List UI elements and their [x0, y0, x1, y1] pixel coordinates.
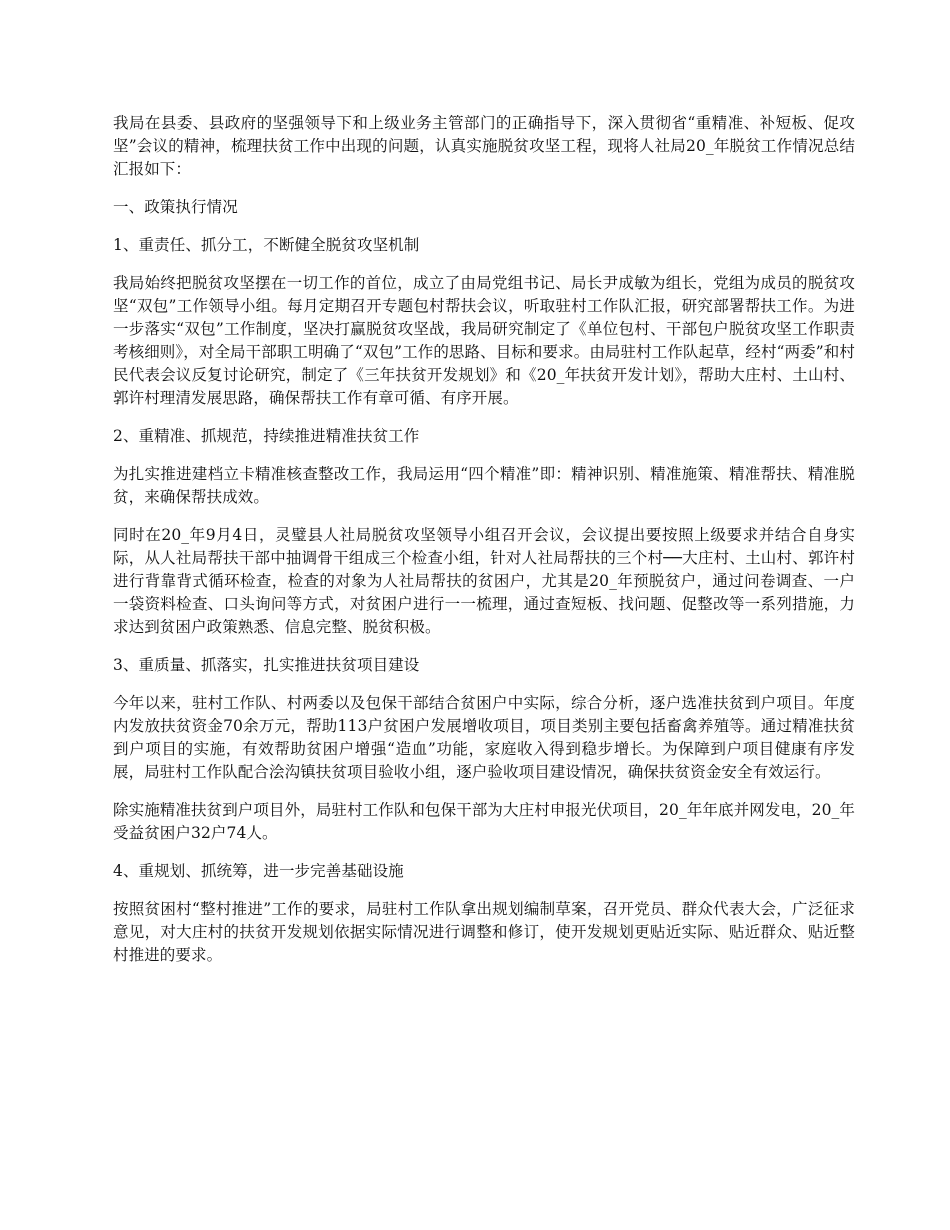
paragraph-3a: 今年以来，驻村工作队、村两委以及包保干部结合贫困户中实际，综合分析，逐户选准扶贫到户项目。年度内发放扶贫资金70余万元，帮助113户贫困户发展增收项目，项目类别主要包括畜禽养殖等。通过精准扶贫到户项目的实施，有效帮助贫困户增强“造血”功能，家庭收入得到稳步增长。为保障到户项目健康有序发展，局驻村工作队配合浍沟镇扶贫项目验收小组，逐户验收项目建设情况，确保扶贫资金安全有效运行。 [113, 694, 855, 781]
intro-paragraph: 我局在县委、县政府的坚强领导下和上级业务主管部门的正确指导下，深入贯彻省“重精准、补短板、促攻坚”会议的精神，梳理扶贫工作中出现的问题，认真实施脱贫攻坚工程，现将人社局20_年脱贫工作情况总结汇报如下： [113, 114, 855, 178]
paragraph-4: 按照贫困村“整村推进”工作的要求，局驻村工作队拿出规划编制草案，召开党员、群众代表大会，广泛征求意见，对大庄村的扶贫开发规划依据实际情况进行调整和修订，使开发规划更贴近实际、贴近群众、贴近整村推进的要求。 [113, 900, 855, 964]
section-heading-policy: 一、政策执行情况 [113, 198, 238, 216]
paragraph-3b: 除实施精准扶贫到户项目外，局驻村工作队和包保干部为大庄村申报光伏项目，20_年年底并网发电，20_年受益贫困户32户74人。 [113, 801, 855, 842]
paragraph-1: 我局始终把脱贫攻坚摆在一切工作的首位，成立了由局党组书记、局长尹成敏为组长，党组为成员的脱贫攻坚“双包”工作领导小组。每月定期召开专题包村帮扶会议，听取驻村工作队汇报，研究部署帮扶工作。为进一步落实“双包”工作制度，坚决打赢脱贫攻坚战，我局研究制定了《单位包村、干部包户脱贫攻坚工作职责考核细则》，对全局干部职工明确了“双包”工作的思路、目标和要求。由局驻村工作队起草，经村“两委”和村民代表会议反复讨论研究，制定了《三年扶贫开发规划》和《20_年扶贫开发计划》，帮助大庄村、土山村、郭许村理清发展思路，确保帮扶工作有章可循、有序开展。 [113, 274, 855, 407]
subheading-4: 4、重规划、抓统筹，进一步完善基础设施 [113, 862, 404, 880]
document-body [113, 112, 855, 982]
subheading-1: 1、重责任、抓分工，不断健全脱贫攻坚机制 [113, 236, 420, 254]
paragraph-2b: 同时在20_年9月4日，灵璧县人社局脱贫攻坚领导小组召开会议，会议提出要按照上级要求并结合自身实际，从人社局帮扶干部中抽调骨干组成三个检查小组，针对人社局帮扶的三个村──大庄村、土山村、郭许村进行背靠背式循环检查，检查的对象为人社局帮扶的贫困户，尤其是20_年预脱贫户，通过问卷调查、一户一袋资料检查、口头询问等方式，对贫困户进行一一梳理，通过查短板、找问题、促整改等一系列措施，力求达到贫困户政策熟悉、信息完整、脱贫积极。 [113, 526, 855, 636]
paragraph-2a: 为扎实推进建档立卡精准核查整改工作，我局运用“四个精准”即：精神识别、精准施策、精准帮扶、精准脱贫，来确保帮扶成效。 [113, 465, 855, 506]
subheading-2: 2、重精准、抓规范，持续推进精准扶贫工作 [113, 427, 420, 445]
subheading-3: 3、重质量、抓落实，扎实推进扶贫项目建设 [113, 656, 420, 674]
